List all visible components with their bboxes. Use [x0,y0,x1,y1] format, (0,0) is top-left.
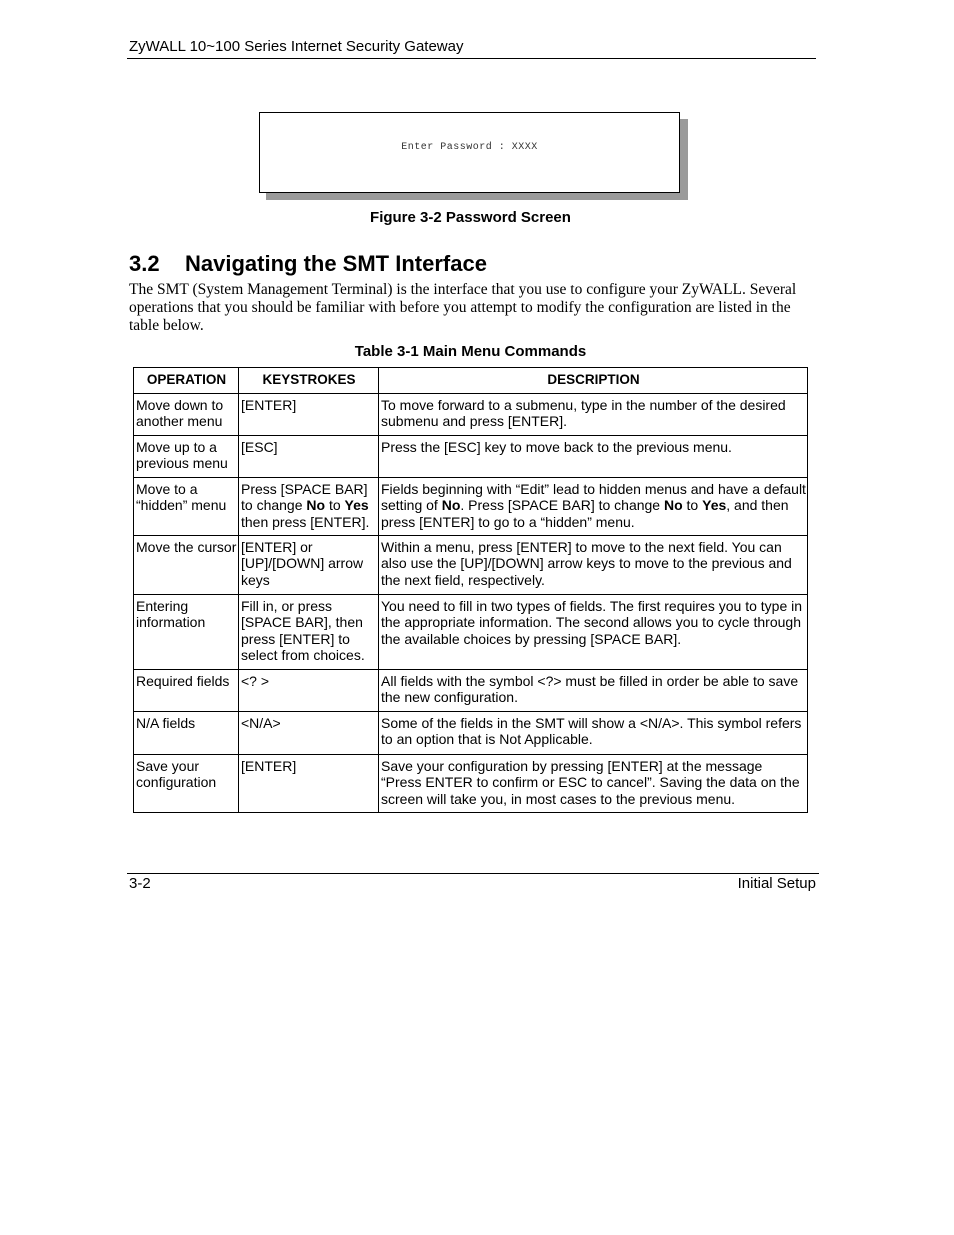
section-number: 3.2 [129,251,160,276]
header-divider [127,58,816,59]
table-row [134,712,808,755]
table-row [134,394,808,436]
keystrokes-cell: [ENTER] [239,394,379,436]
description-cell: You need to fill in two types of fields. The first requires you to type in the appropriate information. The second allows you to cycle through the available choices by pressing [SPACE BAR]. [379,595,808,670]
page-number: 3-2 [129,875,151,892]
password-prompt-text: Enter Password : XXXX [401,142,538,153]
operation-cell: N/A fields [134,712,239,755]
description-cell: Save your configuration by pressing [ENTER] at the message “Press ENTER to confirm or ESC to cancel”. Saving the data on the screen will take you, in most cases to the previous menu. [379,755,808,813]
keystrokes-cell: [ENTER] [239,755,379,813]
operation-cell: Move the cursor [134,536,239,595]
figure-caption: Figure 3-2 Password Screen [370,209,571,226]
description-cell: Some of the fields in the SMT will show a <N/A>. This symbol refers to an option that is Not Applicable. [379,712,808,755]
running-header: ZyWALL 10~100 Series Internet Security Gateway [129,38,464,55]
description-cell: Fields beginning with “Edit” lead to hidden menus and have a default setting of No. Press [SPACE BAR] to change No to Yes, and then press [ENTER] to go to a “hidden” menu. [379,478,808,536]
operation-cell: Move to a “hidden” menu [134,478,239,536]
table-row [134,755,808,813]
keystrokes-cell: Press [SPACE BAR] to change No to Yes then press [ENTER]. [239,478,379,536]
header-operation: OPERATION [134,368,239,394]
main-menu-commands-table [133,367,808,813]
table-row [134,595,808,670]
chapter-name: Initial Setup [737,875,816,892]
operation-cell: Move up to a previous menu [134,436,239,478]
section-paragraph: The SMT (System Management Terminal) is the interface that you use to configure your ZyWALL. Several operations that you should be familiar with before you attempt to modify the configuration are listed in the table below. [129,281,797,334]
section-heading [129,250,487,278]
table-header-row [134,368,808,394]
footer-divider [127,873,819,874]
header-keystrokes: KEYSTROKES [239,368,379,394]
password-screen-figure [259,112,680,193]
keystrokes-cell: <N/A> [239,712,379,755]
keystrokes-cell: [ESC] [239,436,379,478]
table-caption: Table 3-1 Main Menu Commands [354,343,587,360]
description-cell: Press the [ESC] key to move back to the previous menu. [379,436,808,478]
operation-cell: Save your configuration [134,755,239,813]
operation-cell: Move down to another menu [134,394,239,436]
description-cell: To move forward to a submenu, type in the number of the desired submenu and press [ENTER]. [379,394,808,436]
table-row [134,436,808,478]
section-title: Navigating the SMT Interface [185,251,487,276]
description-cell: Within a menu, press [ENTER] to move to the next field. You can also use the [UP]/[DOWN] arrow keys to move to the previous and the next field, respectively. [379,536,808,595]
operation-cell: Required fields [134,670,239,712]
table-row [134,478,808,536]
keystrokes-cell: <? > [239,670,379,712]
keystrokes-cell: Fill in, or press [SPACE BAR], then press [ENTER] to select from choices. [239,595,379,670]
keystrokes-cell: [ENTER] or [UP]/[DOWN] arrow keys [239,536,379,595]
description-cell: All fields with the symbol <?> must be filled in order be able to save the new configuration. [379,670,808,712]
table-row [134,536,808,595]
header-description: DESCRIPTION [379,368,808,394]
operation-cell: Entering information [134,595,239,670]
table-row [134,670,808,712]
